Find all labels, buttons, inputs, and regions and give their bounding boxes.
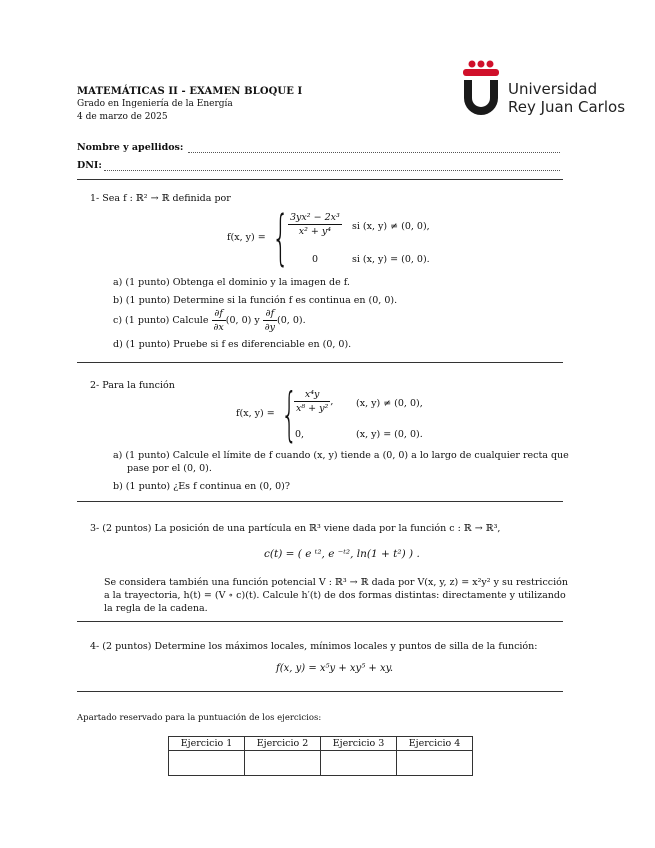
- score-header-4: Ejercicio 4: [397, 737, 473, 751]
- score-header-2: Ejercicio 2: [245, 737, 321, 751]
- q1-item-d: d) (1 punto) Pruebe si f es diferenciable en (0, 0).: [113, 339, 352, 350]
- dni-label: DNI:: [77, 160, 102, 171]
- q1-item-b: b) (1 punto) Determine si la función f es continua en (0, 0).: [113, 295, 398, 306]
- university-name-line2: Rey Juan Carlos: [508, 98, 626, 116]
- divider: [77, 621, 563, 622]
- degree-name: Grado en Ingeniería de la Energía: [77, 99, 233, 109]
- q4-intro-text: (2 puntos) Determine los máximos locales, mínimos locales y puntos de silla de la función:: [102, 641, 538, 652]
- q2-case1-denominator: x⁸ + y²: [296, 403, 329, 414]
- q2-case2-value: 0,: [295, 429, 305, 440]
- q1-lhs: f(x, y) =: [227, 232, 266, 243]
- q2-item-a-line1: a) (1 punto) Calcule el límite de f cuando (x, y) tiende a (0, 0) a lo largo de cualquier recta que: [113, 450, 569, 461]
- q1-intro-text: Sea f : ℝ² → ℝ definida por: [102, 193, 231, 204]
- q2-lhs: f(x, y) =: [236, 408, 275, 419]
- q1-case2-value: 0: [312, 254, 319, 265]
- q2-item-a-line2: pase por el (0, 0).: [127, 463, 212, 474]
- q1-c-dfdy-den: ∂y: [264, 322, 276, 333]
- q1-case2-condition: si (x, y) = (0, 0).: [352, 254, 430, 265]
- score-cell-1[interactable]: [169, 751, 245, 776]
- q1-c-prefix: c) (1 punto) Calcule: [113, 315, 209, 326]
- q1-number: 1-: [90, 193, 100, 204]
- q3-paragraph-line2: a la trayectoria, h(t) = (V ∘ c)(t). Calcule h′(t) de dos formas distintas: directamente y utilizando: [104, 590, 566, 601]
- q2-case1-comma: ,: [330, 396, 334, 407]
- dni-dotted-line: [104, 170, 560, 171]
- score-caption: Apartado reservado para la puntuación de los ejercicios:: [77, 713, 322, 723]
- q2-brace: {: [281, 380, 298, 448]
- score-cell-4[interactable]: [397, 751, 473, 776]
- dni-field[interactable]: [77, 160, 102, 171]
- q2-intro: [90, 380, 175, 391]
- exam-date: 4 de marzo de 2025: [77, 112, 168, 122]
- q2-case1-condition: (x, y) ≠ (0, 0),: [356, 398, 423, 409]
- q2-number: 2-: [90, 380, 100, 391]
- q1-intro: [90, 193, 231, 204]
- q1-brace: {: [272, 203, 290, 273]
- q1-c-mid: (0, 0) y: [225, 315, 260, 326]
- divider: [77, 179, 563, 180]
- divider: [77, 691, 563, 692]
- score-header-1: Ejercicio 1: [169, 737, 245, 751]
- divider: [77, 501, 563, 502]
- urjc-emblem-icon: [460, 58, 504, 118]
- q3-formula: c(t) = ( e ᵗ², e ⁻ᵗ², ln(1 + t²) ) .: [264, 548, 420, 560]
- q3-intro: [90, 523, 500, 534]
- score-cell-2[interactable]: [245, 751, 321, 776]
- q2-case1-numerator: x⁴y: [294, 389, 330, 402]
- q1-case1-denominator: x² + y⁴: [298, 226, 332, 237]
- q3-paragraph-line1: Se considera también una función potencial V : ℝ³ → ℝ dada por V(x, y, z) = x²y² y su restricción: [104, 577, 568, 588]
- name-field[interactable]: [77, 142, 183, 153]
- university-name-line1: Universidad: [508, 80, 598, 98]
- name-dotted-line: [188, 152, 560, 153]
- score-header-3: Ejercicio 3: [321, 737, 397, 751]
- q4-number: 4-: [90, 641, 100, 652]
- q1-case1-condition: si (x, y) ≠ (0, 0),: [352, 221, 430, 232]
- name-label: Nombre y apellidos:: [77, 142, 184, 153]
- q3-intro-text: (2 puntos) La posición de una partícula en ℝ³ viene dada por la función c : ℝ → ℝ³,: [102, 523, 501, 534]
- q1-c-dfdy-num: ∂f: [263, 308, 277, 321]
- divider: [77, 362, 563, 363]
- q1-item-c: [113, 308, 306, 333]
- q2-intro-text: Para la función: [102, 380, 175, 391]
- q1-c-dfdx-num: ∂f: [212, 308, 226, 321]
- university-logo: [460, 58, 630, 118]
- q1-case1-fraction: [288, 212, 342, 237]
- score-cell-3[interactable]: [321, 751, 397, 776]
- q3-number: 3-: [90, 523, 100, 534]
- q1-case1-numerator: 3yx² − 2x³: [290, 212, 340, 223]
- q3-paragraph-line3: la regla de la cadena.: [104, 603, 208, 614]
- q2-case2-condition: (x, y) = (0, 0).: [356, 429, 423, 440]
- q2-case1-fraction: [294, 389, 333, 414]
- q1-c-dfdx-den: ∂x: [213, 322, 224, 333]
- q1-item-a: a) (1 punto) Obtenga el dominio y la imagen de f.: [113, 277, 350, 288]
- score-table: [168, 736, 473, 776]
- exam-title: MATEMÁTICAS II - EXAMEN BLOQUE I: [77, 86, 303, 97]
- q4-intro: [90, 641, 537, 652]
- q2-item-b: b) (1 punto) ¿Es f continua en (0, 0)?: [113, 481, 290, 492]
- q4-formula: f(x, y) = x⁵y + xy⁵ + xy.: [276, 663, 394, 674]
- q1-c-suffix: (0, 0).: [277, 315, 306, 326]
